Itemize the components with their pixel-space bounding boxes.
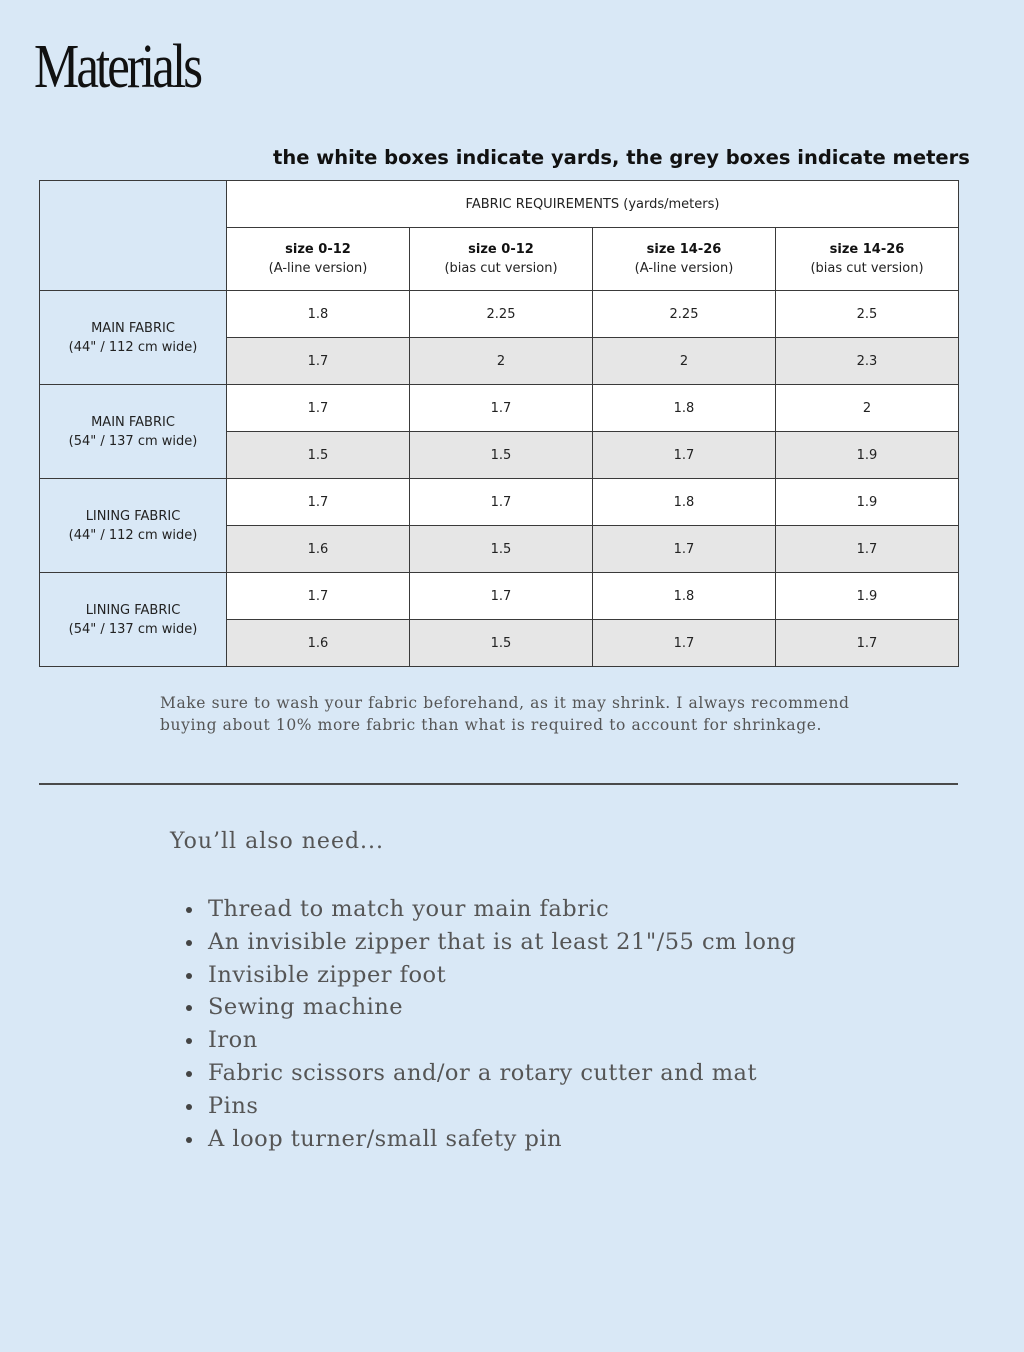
meters-cell: 1.6	[227, 620, 410, 667]
column-header	[776, 228, 959, 291]
yards-cell: 1.8	[227, 291, 410, 338]
column-size: size 14-26	[829, 242, 905, 257]
list-item	[208, 1123, 796, 1156]
yards-cell: 1.8	[593, 573, 776, 620]
yards-cell: 2.25	[410, 291, 593, 338]
bullet-icon	[186, 1104, 192, 1110]
meters-cell: 1.7	[593, 432, 776, 479]
section-divider	[39, 783, 958, 785]
list-item-text: Invisible zipper foot	[208, 961, 447, 988]
list-item	[208, 926, 796, 959]
supplies-list	[160, 893, 796, 1155]
bullet-icon	[186, 1137, 192, 1143]
column-header	[227, 228, 410, 291]
meters-cell: 1.5	[410, 432, 593, 479]
meters-cell: 1.5	[227, 432, 410, 479]
list-item	[208, 959, 796, 992]
fabric-width: (44" / 112 cm wide)	[68, 527, 198, 543]
bullet-icon	[186, 973, 192, 979]
meters-cell: 1.7	[593, 620, 776, 667]
meters-cell: 2	[410, 338, 593, 385]
table-corner-cell	[40, 181, 227, 291]
column-version: (A-line version)	[634, 261, 734, 276]
fabric-type: MAIN FABRIC	[91, 414, 175, 430]
list-item-text: Sewing machine	[208, 994, 404, 1021]
table-header: FABRIC REQUIREMENTS (yards/meters)	[227, 181, 959, 228]
row-label	[40, 573, 227, 667]
meters-cell: 1.7	[593, 526, 776, 573]
fabric-width: (44" / 112 cm wide)	[68, 339, 198, 355]
column-header	[410, 228, 593, 291]
yards-cell: 1.7	[410, 479, 593, 526]
fabric-requirements-table	[39, 180, 959, 667]
list-item	[208, 1024, 796, 1057]
list-item-text: Fabric scissors and/or a rotary cutter and mat	[208, 1059, 757, 1086]
yards-cell: 1.7	[227, 479, 410, 526]
bullet-icon	[186, 1071, 192, 1077]
meters-cell: 1.7	[776, 620, 959, 667]
yards-cell: 1.7	[410, 573, 593, 620]
meters-cell: 1.9	[776, 432, 959, 479]
yards-cell: 1.9	[776, 573, 959, 620]
column-version: (A-line version)	[268, 261, 368, 276]
column-header	[593, 228, 776, 291]
yards-cell: 1.7	[410, 385, 593, 432]
list-item	[208, 1057, 796, 1090]
yards-cell: 1.9	[776, 479, 959, 526]
page-title: Materials	[34, 33, 201, 101]
yards-cell: 1.7	[227, 385, 410, 432]
meters-cell: 1.7	[227, 338, 410, 385]
yards-cell: 2.5	[776, 291, 959, 338]
row-label	[40, 479, 227, 573]
fabric-type: LINING FABRIC	[85, 508, 181, 524]
fabric-width: (54" / 137 cm wide)	[68, 433, 198, 449]
meters-cell: 1.7	[776, 526, 959, 573]
column-size: size 0-12	[285, 242, 351, 257]
yards-cell: 1.8	[593, 385, 776, 432]
table-subtitle: the white boxes indicate yards, the grey boxes indicate meters	[273, 146, 970, 169]
meters-cell: 2.3	[776, 338, 959, 385]
meters-cell: 1.5	[410, 620, 593, 667]
bullet-icon	[186, 940, 192, 946]
yards-cell: 2.25	[593, 291, 776, 338]
column-size: size 14-26	[646, 242, 722, 257]
shrinkage-note: Make sure to wash your fabric beforehand, as it may shrink. I always recommend buying about 10% more fabric than what is required to account for shrinkage.	[160, 694, 850, 734]
column-version: (bias cut version)	[810, 261, 924, 276]
column-size: size 0-12	[468, 242, 534, 257]
column-version: (bias cut version)	[444, 261, 558, 276]
list-item	[208, 991, 796, 1024]
bullet-icon	[186, 907, 192, 913]
list-item-text: Pins	[208, 1092, 259, 1119]
list-item-text: An invisible zipper that is at least 21"/55 cm long	[208, 928, 797, 955]
list-item	[208, 1090, 796, 1123]
yards-cell: 1.7	[227, 573, 410, 620]
bullet-icon	[186, 1005, 192, 1011]
yards-cell: 2	[776, 385, 959, 432]
fabric-type: MAIN FABRIC	[91, 320, 175, 336]
yards-cell: 1.8	[593, 479, 776, 526]
bullet-icon	[186, 1038, 192, 1044]
meters-cell: 1.6	[227, 526, 410, 573]
meters-cell: 2	[593, 338, 776, 385]
list-item-text: Iron	[208, 1027, 258, 1054]
fabric-width: (54" / 137 cm wide)	[68, 621, 198, 637]
row-label	[40, 291, 227, 385]
also-need-heading: You’ll also need...	[170, 829, 385, 854]
meters-cell: 1.5	[410, 526, 593, 573]
list-item-text: A loop turner/small safety pin	[208, 1125, 563, 1152]
row-label	[40, 385, 227, 479]
fabric-type: LINING FABRIC	[85, 602, 181, 618]
list-item	[208, 893, 796, 926]
list-item-text: Thread to match your main fabric	[208, 896, 610, 922]
